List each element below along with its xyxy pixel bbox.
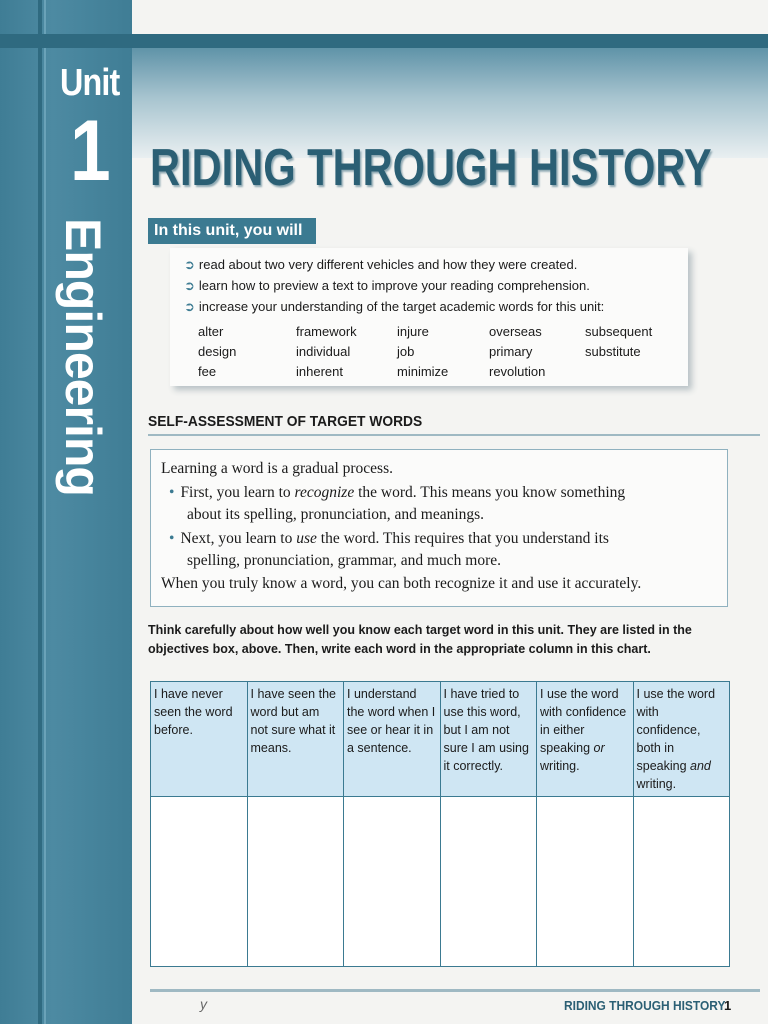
target-word: design — [198, 344, 237, 359]
page-number: 1 — [724, 998, 732, 1013]
unit-subject: Engineering — [55, 218, 111, 496]
unit-number: 1 — [70, 103, 111, 199]
section-divider — [148, 434, 760, 436]
target-word: alter — [198, 324, 224, 339]
chart-cell[interactable] — [151, 797, 248, 967]
info-intro: Learning a word is a gradual process. — [161, 460, 393, 477]
arrow-icon: ➲ — [184, 257, 195, 272]
bullet-icon: • — [169, 484, 175, 501]
info-box — [150, 449, 728, 607]
footer-divider — [150, 989, 760, 992]
section-heading: SELF-ASSESSMENT OF TARGET WORDS — [148, 413, 423, 430]
arrow-icon: ➲ — [184, 278, 195, 293]
info-bullet: • Next, you learn to use the word. This requires that you understand its — [169, 530, 609, 547]
target-word: substitute — [585, 344, 641, 359]
chart-cell[interactable] — [633, 797, 730, 967]
target-word: overseas — [489, 324, 542, 339]
chart-header: I use the word with confidence, both in speaking and writing. — [633, 682, 730, 797]
sidebar-stripe — [44, 0, 46, 1024]
objectives-box — [170, 248, 688, 386]
arrow-icon: ➲ — [184, 299, 195, 314]
target-word: job — [397, 344, 415, 359]
chart-cell[interactable] — [537, 797, 634, 967]
chart-instruction: Think carefully about how well you know each target word in this unit. They are listed in the objectives box, above. Then, write each word in the appropriate column in this chart. — [148, 623, 692, 656]
target-word: injure — [397, 324, 429, 339]
target-word: minimize — [397, 364, 449, 379]
target-word: fee — [198, 364, 217, 379]
target-word — [585, 362, 677, 382]
target-word: individual — [296, 344, 351, 359]
chart-header: I have seen the word but am not sure what it means. — [247, 682, 344, 797]
chart-header: I have never seen the word before. — [151, 682, 248, 797]
chart-cell[interactable] — [440, 797, 537, 967]
target-word: inherent — [296, 364, 343, 379]
chart-cell[interactable] — [344, 797, 441, 967]
objective-item: ➲ increase your understanding of the target academic words for this unit: — [184, 299, 605, 314]
footer-mark: y — [200, 996, 207, 1012]
chart-cell[interactable] — [247, 797, 344, 967]
objective-item: ➲ read about two very different vehicles and how they were created. — [184, 257, 578, 272]
chart-header: I understand the word when I see or hear it in a sentence. — [344, 682, 441, 797]
target-word: revolution — [489, 364, 546, 379]
chart-header: I use the word with confidence in either speaking or writing. — [537, 682, 634, 797]
target-word: primary — [489, 344, 533, 359]
top-band — [0, 34, 768, 48]
footer-title: RIDING THROUGH HISTORY — [564, 998, 726, 1013]
page-title: RIDING THROUGH HISTORY — [150, 139, 712, 197]
bullet-icon: • — [169, 530, 175, 547]
objective-item: ➲ learn how to preview a text to improve your reading comprehension. — [184, 278, 590, 293]
chart-header: I have tried to use this word, but I am not sure I am using it correctly. — [440, 682, 537, 797]
target-word: framework — [296, 324, 357, 339]
sidebar-band — [0, 0, 132, 1024]
target-word-list — [198, 322, 678, 382]
unit-label: Unit — [60, 62, 120, 104]
target-word: subsequent — [585, 324, 653, 339]
info-closing: When you truly know a word, you can both recognize it and use it accurately. — [161, 575, 642, 592]
info-bullet-cont: spelling, pronunciation, grammar, and much more. — [187, 552, 502, 569]
self-assessment-chart — [150, 681, 730, 967]
objectives-heading: In this unit, you will — [148, 218, 316, 244]
info-bullet: • First, you learn to recognize the word. This means you know something — [169, 484, 626, 501]
sidebar-stripe — [38, 0, 42, 1024]
info-bullet-cont: about its spelling, pronunciation, and meanings. — [187, 506, 485, 523]
